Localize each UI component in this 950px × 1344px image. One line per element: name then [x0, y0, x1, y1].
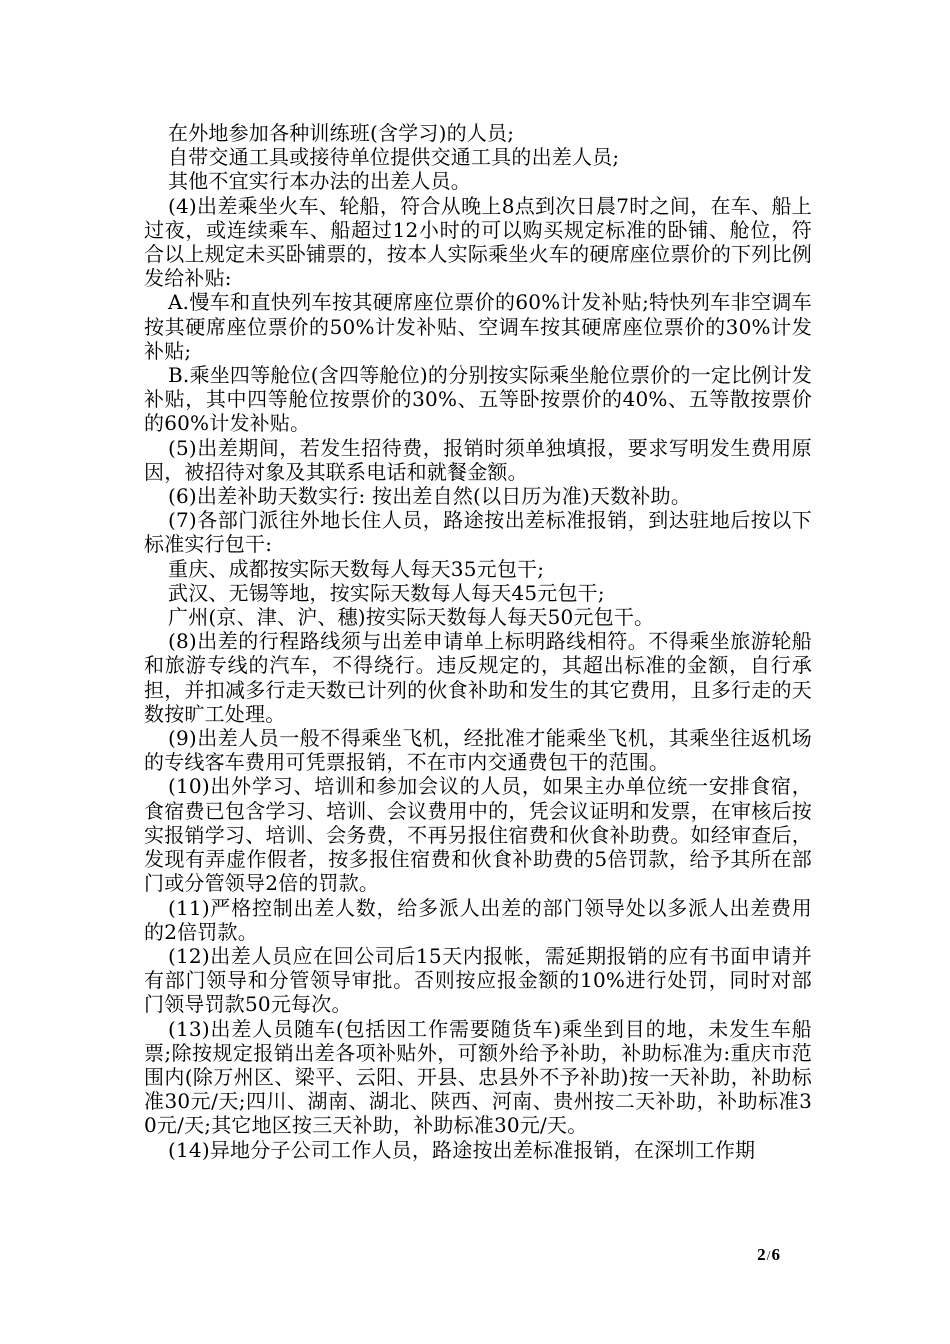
paragraph: (10)出外学习、培训和参加会议的人员，如果主办单位统一安排食宿，食宿费已包含学习、培训、会议费用中的，凭会议证明和发票，在审核后按实报销学习、培训、会务费，不再另报住宿费和伙食补助费。如经审查后，发现有弄虚作假者，按多报住宿费和伙食补助费的5倍罚款，给予其所在部门或分管领导2倍的罚款。: [144, 774, 812, 896]
paragraph: (5)出差期间，若发生招待费，报销时须单独填报，要求写明发生费用原因，被招待对象及其联系电话和就餐金额。: [144, 435, 812, 484]
page-number-current: 2: [757, 1245, 766, 1264]
paragraph: (12)出差人员应在回公司后15天内报帐，需延期报销的应有书面申请并有部门领导和分管领导审批。否则按应报金额的10%进行处罚，同时对部门领导罚款50元每次。: [144, 943, 812, 1017]
paragraph: 自带交通工具或接待单位提供交通工具的出差人员;: [168, 145, 620, 170]
paragraph: 重庆、成都按实际天数每人每天35元包干;: [168, 556, 545, 581]
paragraph: (11)严格控制出差人数，给多派人出差的部门领导处以多派人出差费用的2倍罚款。: [144, 895, 812, 944]
paragraph: (6)出差补助天数实行: 按出差自然(以日历为准)天数补助。: [168, 484, 692, 509]
paragraph: (9)出差人员一般不得乘坐飞机，经批准才能乘坐飞机，其乘坐往返机场的专线客车费用可凭票报销，不在市内交通费包干的范围。: [144, 726, 812, 775]
paragraph: (13)出差人员随车(包括因工作需要随货车)乘坐到目的地，未发生车船票;除按规定报销出差各项补贴外，可额外给予补助，补助标准为:重庆市范围内(除万州区、梁平、云阳、开县、忠县外不予补助)按一天补助，补助标准30元/天;四川、湖南、湖北、陕西、河南、贵州按二天补助，补助标准30元/天;其它地区按三天补助，补助标准30元/天。: [144, 1016, 812, 1138]
paragraph: 武汉、无锡等地，按实际天数每人每天45元包干;: [168, 580, 605, 605]
paragraph: (7)各部门派往外地长住人员，路途按出差标准报销，到达驻地后按以下标准实行包干:: [144, 508, 812, 557]
paragraph: (8)出差的行程路线须与出差申请单上标明路线相符。不得乘坐旅游轮船和旅游专线的汽车，不得绕行。违反规定的，其超出标准的金额，自行承担，并扣减多行走天数已计列的伙食补助和发生的其它费用，且多行走的天数按旷工处理。: [144, 629, 812, 726]
paragraph: B.乘坐四等舱位(含四等舱位)的分别按实际乘坐舱位票价的一定比例计发补贴，其中四等舱位按票价的30%、五等卧按票价的40%、五等散按票价的60%计发补贴。: [144, 363, 812, 436]
page-number-separator: /: [766, 1249, 771, 1264]
page-number: [757, 1245, 780, 1265]
document-body: [144, 121, 812, 1162]
paragraph: A.慢车和直快列车按其硬席座位票价的60%计发补贴;特快列车非空调车按其硬席座位票价的50%计发补贴、空调车按其硬席座位票价的30%计发补贴;: [144, 290, 812, 363]
paragraph: 广州(京、津、沪、穗)按实际天数每人每天50元包干。: [168, 605, 655, 630]
paragraph: 其他不宜实行本办法的出差人员。: [168, 169, 471, 194]
paragraph: 在外地参加各种训练班(含学习)的人员;: [168, 121, 515, 145]
page-number-total: 6: [771, 1245, 780, 1264]
paragraph: (14)异地分子公司工作人员，路途按出差标准报销，在深圳工作期: [168, 1137, 756, 1162]
paragraph: (4)出差乘坐火车、轮船，符合从晚上8点到次日晨7时之间，在车、船上过夜，或连续乘车、船超过12小时的可以购买规定标准的卧铺、舱位，符合以上规定未买卧铺票的，按本人实际乘坐火车的硬席座位票价的下列比例发给补贴:: [144, 193, 812, 291]
